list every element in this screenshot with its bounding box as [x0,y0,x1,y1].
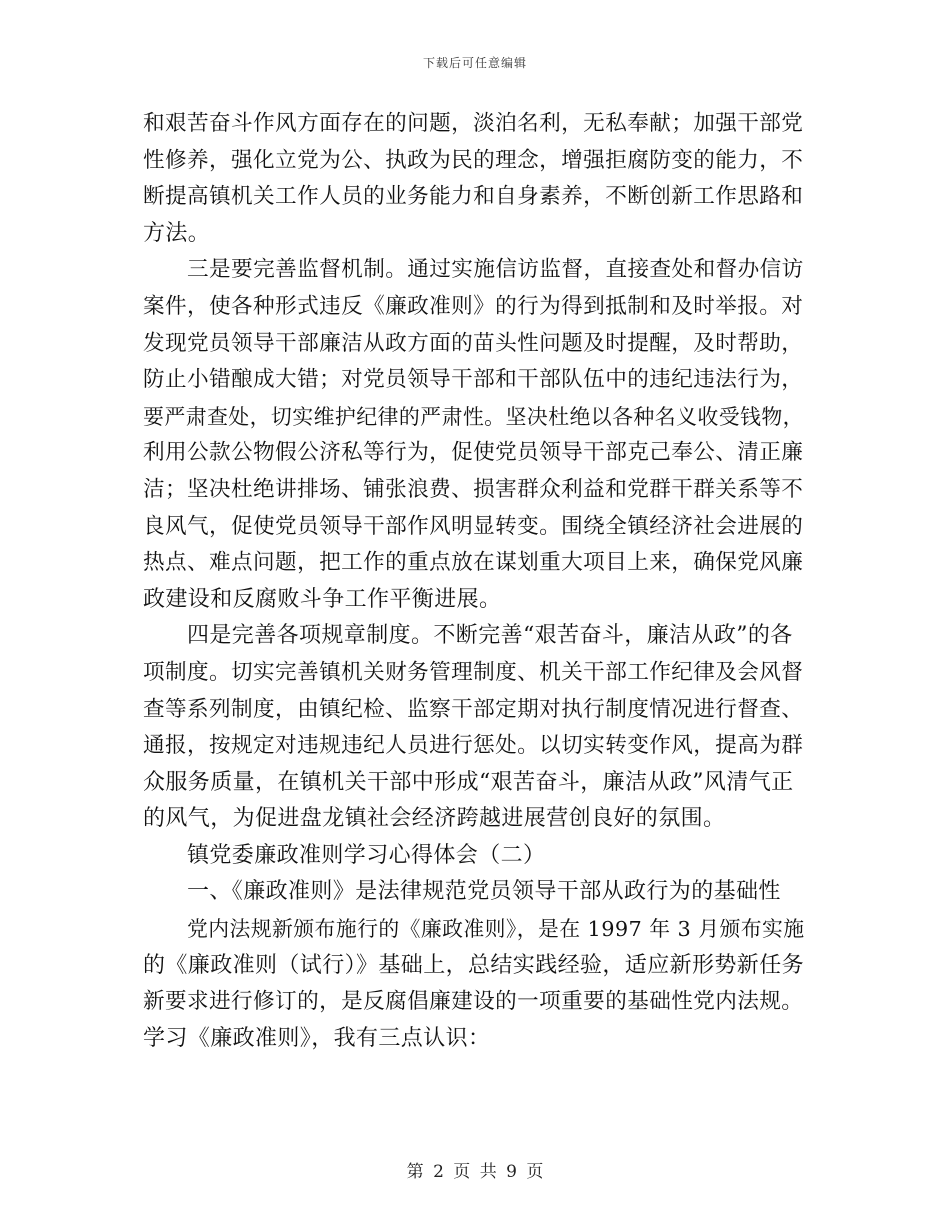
text-line: 镇党委廉政准则学习心得体会（二） [187,842,546,868]
text-line: 政建设和反腐败斗争工作平衡进展。 [143,586,502,612]
text-line: 四是完善各项规章制度。不断完善“艰苦奋斗，廉洁从政”的各 [187,623,793,649]
text-line: 发现党员领导干部廉洁从政方面的苗头性问题及时提醒，及时帮助， [143,330,804,356]
text-line: 良风气，促使党员领导干部作风明显转变。围绕全镇经济社会进展的 [143,513,804,539]
text-line: 的风气，为促进盘龙镇社会经济跨越进展营创良好的氛围。 [143,806,726,832]
document-body [143,106,807,1057]
text-line: 的《廉政准则（试行）》基础上，总结实践经验，适应新形势新任务 [143,952,805,978]
text-line: 要严肃查处，切实维护纪律的严肃性。坚决杜绝以各种名义收受钱物， [143,404,804,429]
text-line: 热点、难点问题，把工作的重点放在谋划重大项目上来，确保党风廉 [143,550,804,576]
text-line: 案件，使各种形式违反《廉政准则》的行为得到抵制和及时举报。对 [143,293,804,319]
text-line: 方法。 [143,220,211,246]
text-line: 查等系列制度，由镇纪检、监察干部定期对执行制度情况进行督查、 [143,696,804,722]
text-line: 利用公款公物假公济私等行为，促使党员领导干部克己奉公、清正廉 [143,440,804,466]
text-line: 防止小错酿成大错；对党员领导干部和干部队伍中的违纪违法行为， [143,367,804,393]
text-line: 一、《廉政准则》是法律规范党员领导干部从政行为的基础性 [187,879,781,905]
text-line: 众服务质量，在镇机关干部中形成“艰苦奋斗，廉洁从政”风清气正 [143,769,794,795]
text-line: 洁；坚决杜绝讲排场、铺张浪费、损害群众利益和党群干群关系等不 [143,476,804,502]
text-line: 新要求进行修订的，是反腐倡廉建设的一项重要的基础性党内法规。 [143,989,804,1015]
page-header: 下载后可任意编辑 [422,56,527,70]
text-line: 断提高镇机关工作人员的业务能力和自身素养，不断创新工作思路和 [143,184,804,210]
text-line: 学习《廉政准则》，我有三点认识： [143,1025,491,1051]
page-footer: 第 2 页 共 9 页 [406,1162,544,1182]
text-line: 性修养，强化立党为公、执政为民的理念，增强拒腐防变的能力，不 [143,147,804,173]
text-line: 和艰苦奋斗作风方面存在的问题，淡泊名利，无私奉献；加强干部党 [143,111,804,136]
text-line: 项制度。切实完善镇机关财务管理制度、机关干部工作纪律及会风督 [143,659,804,685]
text-line: 通报，按规定对违规违纪人员进行惩处。以切实转变作风，提高为群 [143,733,804,759]
text-line: 三是要完善监督机制。通过实施信访监督，直接查处和督办信访 [187,257,804,283]
text-line: 党内法规新颁布施行的《廉政准则》，是在 1997 年 3 月颁布实施 [187,917,805,942]
